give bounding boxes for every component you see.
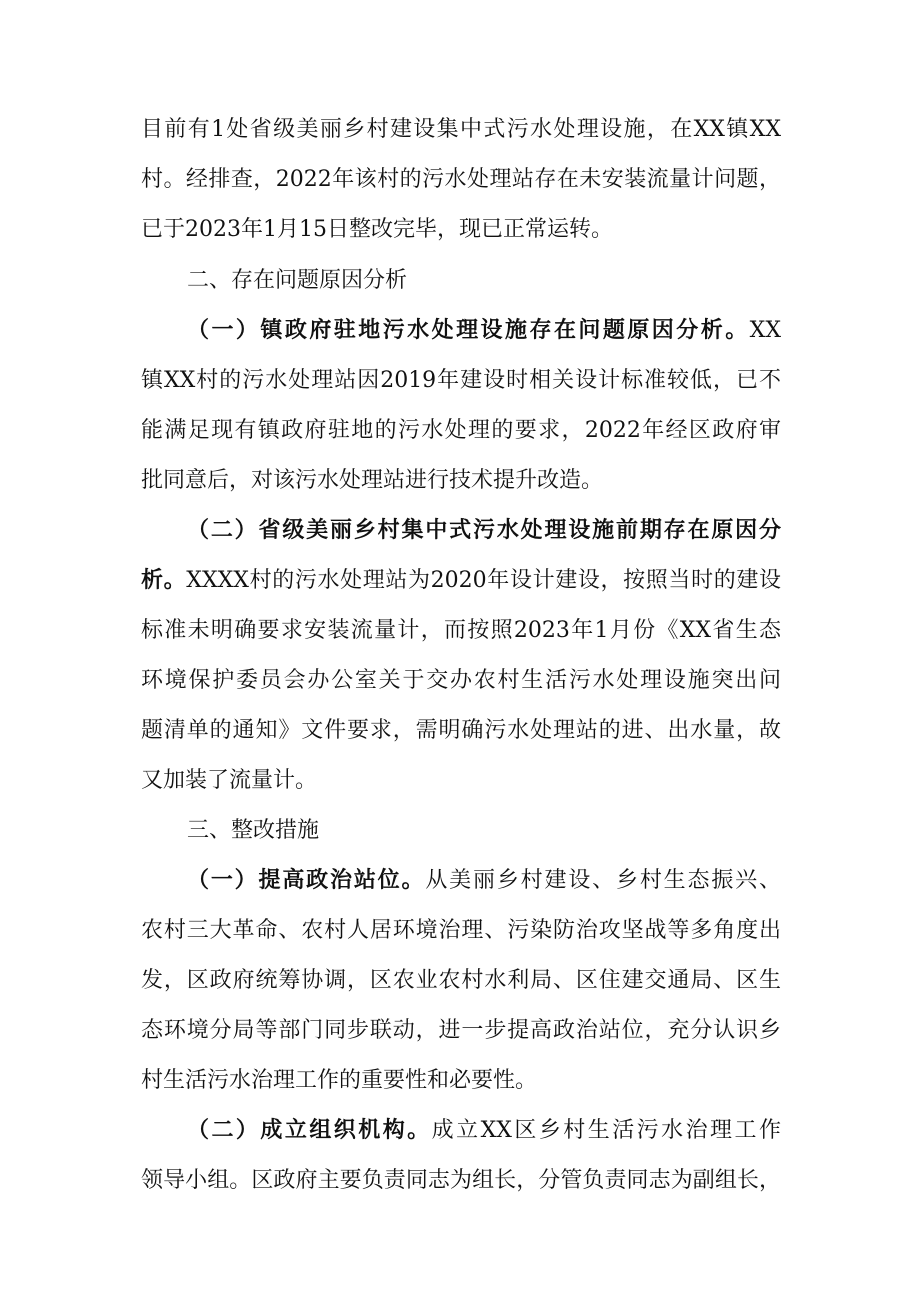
- bold-lead-text: 析。: [141, 568, 187, 593]
- body-text: 成立XX区乡村生活污水治理工作: [431, 1118, 781, 1143]
- paragraph-line: 领导小组。区政府主要负责同志为组长，分管负责同志为副组长，: [141, 1168, 781, 1193]
- bold-lead-text: （二）省级美丽乡村集中式污水处理设施前期存在原因分: [187, 518, 781, 543]
- paragraph-line: [187, 316, 781, 346]
- paragraph-line: [141, 566, 781, 596]
- section-heading: 三、整改措施: [187, 818, 320, 843]
- paragraph-line: 态环境分局等部门同步联动，进一步提高政治站位，充分认识乡: [141, 1018, 781, 1043]
- paragraph-line: 镇XX村的污水处理站因2019年建设时相关设计标准较低，已不: [141, 368, 781, 393]
- bold-lead-text: （二）成立组织机构。: [187, 1118, 432, 1143]
- paragraph-line: [187, 1116, 781, 1146]
- paragraph-line: 环境保护委员会办公室关于交办农村生活污水处理设施突出问: [141, 668, 781, 693]
- paragraph-line: 又加装了流量计。: [141, 768, 318, 793]
- paragraph-line: 题清单的通知》文件要求，需明确污水处理站的进、出水量，故: [141, 718, 781, 743]
- body-text: XX: [749, 318, 781, 343]
- body-text: 从美丽乡村建设、乡村生态振兴、: [425, 868, 781, 893]
- paragraph-line: [187, 516, 781, 546]
- paragraph-line: 目前有1处省级美丽乡村建设集中式污水处理设施，在XX镇XX: [141, 117, 781, 142]
- paragraph-line: 农村三大革命、农村人居环境治理、污染防治攻坚战等多角度出: [141, 918, 781, 943]
- paragraph-line: 村。经排查，2022年该村的污水处理站存在未安装流量计问题，: [141, 167, 781, 192]
- paragraph-line: 批同意后，对该污水处理站进行技术提升改造。: [141, 468, 604, 493]
- paragraph-line: 标准未明确要求安装流量计，而按照2023年1月份《XX省生态: [141, 618, 781, 643]
- paragraph-line: 能满足现有镇政府驻地的污水处理的要求，2022年经区政府审: [141, 418, 781, 443]
- bold-lead-text: （一）镇政府驻地污水处理设施存在问题原因分析。: [187, 318, 750, 343]
- bold-lead-text: （一）提高政治站位。: [187, 868, 426, 893]
- paragraph-line: 村生活污水治理工作的重要性和必要性。: [141, 1068, 538, 1093]
- paragraph-line: 发，区政府统筹协调，区农业农村水利局、区住建交通局、区生: [141, 968, 781, 993]
- body-text: XXXX村的污水处理站为2020年设计建设，按照当时的建设: [186, 568, 781, 593]
- paragraph-line: 已于2023年1月15日整改完毕，现已正常运转。: [141, 217, 613, 242]
- section-heading: 二、存在问题原因分析: [187, 268, 408, 293]
- paragraph-line: [187, 866, 781, 896]
